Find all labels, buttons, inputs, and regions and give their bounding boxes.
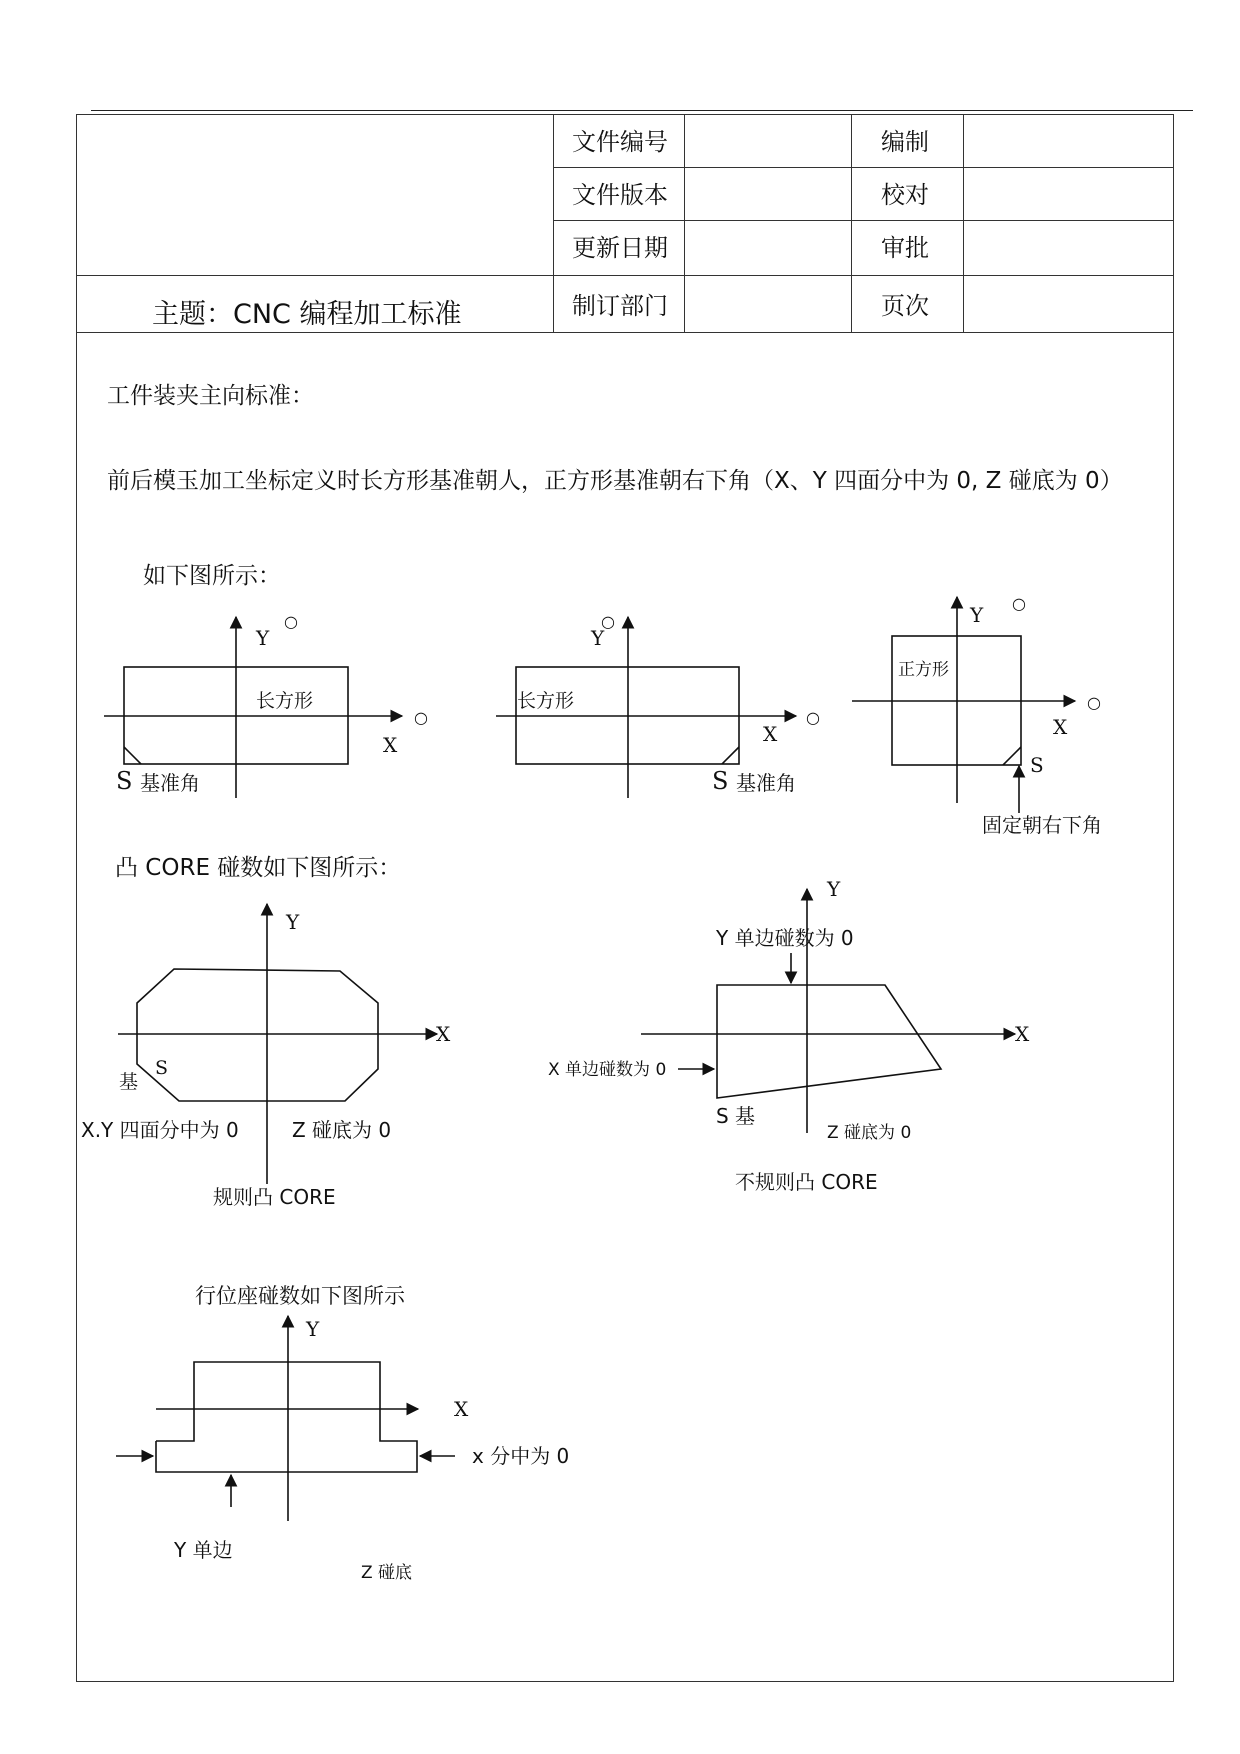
fig5-note-z: Z 碰底为 0: [827, 1123, 912, 1143]
header-label-file-version: 文件版本: [572, 181, 668, 209]
fig6-x-label: X: [454, 1397, 469, 1421]
fig6-y-label: Y: [306, 1317, 320, 1341]
header-label-file-number: 文件编号: [572, 128, 668, 156]
fig4-x-label: X: [436, 1022, 451, 1046]
section-heading: 工件装夹主向标准：: [107, 383, 314, 409]
fig2-degree-y: ○: [601, 612, 615, 631]
header-label-update-date: 更新日期: [572, 234, 668, 262]
slider-section-heading: 行位座碰数如下图所示: [195, 1284, 405, 1308]
fig2-s-label: S: [712, 767, 729, 795]
document-subject: 主题：CNC 编程加工标准: [152, 299, 462, 330]
figure-6: [116, 1316, 455, 1521]
fig2-corner-chamfer: [722, 747, 739, 764]
fig5-s-label: S 基: [716, 1104, 756, 1128]
fig5-y-label: Y: [827, 877, 841, 901]
fig1-degree-y: ○: [284, 612, 298, 631]
fig4-note-xy: X.Y 四面分中为 0: [81, 1118, 239, 1142]
intro-text: 如下图所示：: [143, 563, 281, 589]
header-label-page: 页次: [881, 292, 929, 320]
fig3-shape-label: 正方形: [898, 660, 949, 680]
fig1-corner-chamfer: [124, 747, 141, 764]
definition-paragraph: 前后模玉加工坐标定义时长方形基准朝人，正方形基准朝右下角（X、Y 四面分中为 0, Z 碰底为 0）: [107, 468, 1123, 494]
fig3-x-label: X: [1053, 715, 1068, 739]
fig5-note-y: Y 单边碰数为 0: [716, 926, 854, 950]
fig3-s-label: S: [1030, 753, 1044, 777]
fig1-s-label: S: [116, 767, 133, 795]
fig6-stepped-shape: [156, 1362, 417, 1472]
fig6-note-y: Y 单边: [174, 1538, 233, 1562]
fig5-x-label: X: [1015, 1022, 1030, 1046]
fig1-x-label: X: [383, 733, 398, 757]
fig4-s-label: S: [155, 1057, 169, 1079]
fig4-base-label: 基: [119, 1071, 139, 1093]
header-label-department: 制订部门: [572, 292, 668, 320]
fig1-shape-label: 长方形: [256, 690, 314, 712]
fig5-note-x: X 单边碰数为 0: [548, 1060, 667, 1080]
fig3-y-label: Y: [970, 603, 984, 627]
figure-4: [118, 904, 437, 1184]
fig2-y-label: Y: [591, 626, 605, 650]
fig3-degree-x: ○: [1087, 693, 1101, 712]
fig4-y-label: Y: [286, 910, 300, 934]
header-label-checked-by: 校对: [881, 181, 929, 209]
figure-3: [852, 597, 1075, 813]
core-section-heading: 凸 CORE 碰数如下图所示：: [115, 855, 402, 881]
fig1-degree-x: ○: [414, 708, 428, 727]
fig2-corner-label: 基准角: [736, 771, 796, 795]
fig4-note-z: Z 碰底为 0: [292, 1118, 392, 1142]
fig6-note-x: x 分中为 0: [472, 1444, 570, 1468]
fig3-corner-chamfer: [1003, 747, 1021, 765]
fig2-x-label: X: [763, 722, 778, 746]
fig3-note: 固定朝右下角: [982, 813, 1102, 837]
header-label-prepared-by: 编制: [881, 128, 929, 156]
fig1-corner-label: 基准角: [140, 771, 200, 795]
header-label-approved-by: 审批: [881, 234, 929, 262]
fig4-caption: 规则凸 CORE: [213, 1185, 336, 1209]
fig6-note-z: Z 碰底: [361, 1563, 413, 1583]
fig3-degree-y: ○: [1012, 594, 1026, 613]
fig2-degree-x: ○: [806, 708, 820, 727]
fig4-octagon: [137, 969, 378, 1101]
fig5-irregular-shape: [717, 985, 941, 1098]
fig2-shape-label: 长方形: [517, 690, 575, 712]
fig5-caption: 不规则凸 CORE: [735, 1170, 878, 1194]
fig1-y-label: Y: [256, 626, 270, 650]
